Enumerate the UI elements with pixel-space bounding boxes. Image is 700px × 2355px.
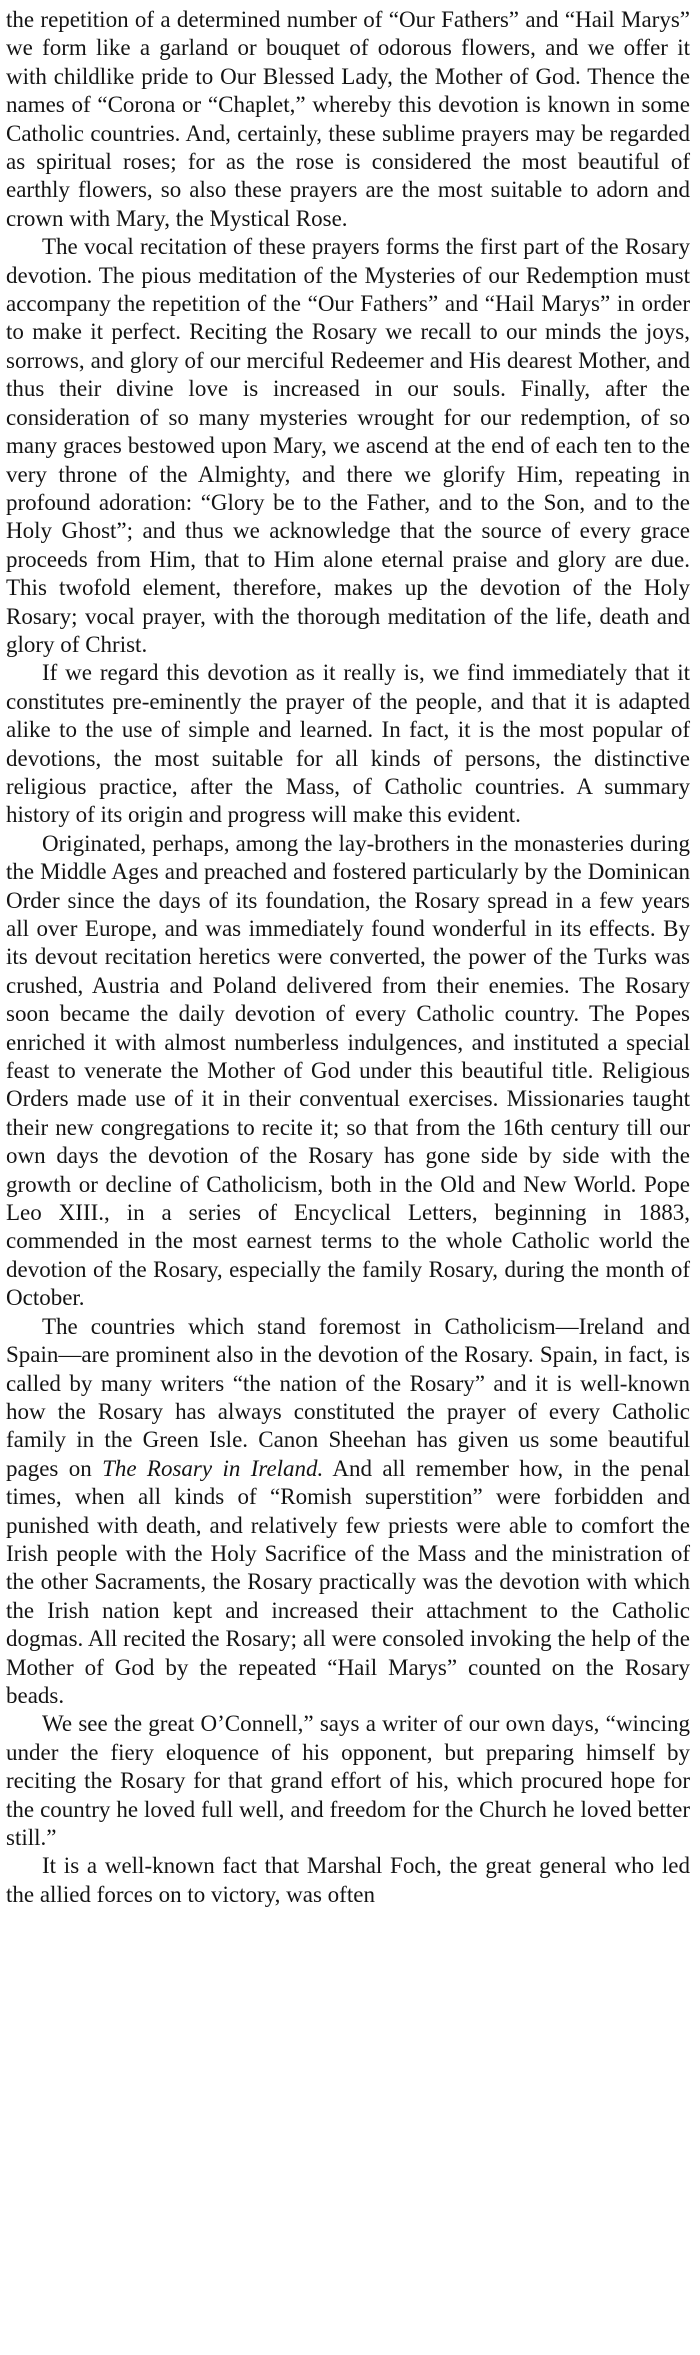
paragraph-4: Originated, perhaps, among the lay-brothers in the monasteries during the Middle Ages and preached and fostered particularly by the Dominican Order since the days of its foundation, the Rosary spread in a few years all over Europe, and was immediately found wonderful in its effects. By its devout recitation heretics were converted, the power of the Turks was crushed, Austria and Poland delivered from their enemies. The Rosary soon became the daily devotion of every Catholic country. The Popes enriched it with almost numberless indulgences, and instituted a special feast to venerate the Mother of God under this beautiful title. Religious Orders made use of it in their conventual exercises. Missionaries taught their new congregations to recite it; so that from the 16th century till our own days the devotion of the Rosary has gone side by side with the growth or decline of Catholicism, both in the Old and New World. Pope Leo XIII., in a series of Encyclical Letters, beginning in 1883, commended in the most earnest terms to the whole Catholic world the devotion of the Rosary, especially the family Rosary, during the month of October.	[6, 830, 690, 1311]
paragraph-7: It is a well-known fact that Marshal Foch, the great general who led the allied forces on to victory, was often	[6, 1853, 690, 1907]
book-title-rosary-in-ireland: The Rosary in Ireland.	[102, 1455, 324, 1481]
paragraph-5	[6, 1313, 690, 1711]
paragraph-3: If we regard this devotion as it really is, we find immediately that it constitutes pre-eminently the prayer of the people, and that it is adapted alike to the use of simple and learned. In fact, it is the most popular of devotions, the most suitable for all kinds of persons, the distinctive religious practice, after the Mass, of Catholic countries. A summary history of its origin and progress will make this evident.	[6, 660, 690, 828]
paragraph-5-text-after: And all remember how, in the penal times, when all kinds of “Romish superstition” were forbidden and punished with death, and relatively few priests were able to comfort the Irish people with the Holy Sacrifice of the Mass and the ministration of the other Sacraments, the Rosary practically was the devotion with which the Irish nation kept and increased their attachment to the Catholic dogmas. All recited the Rosary; all were consoled invoking the help of the Mother of God by the repeated “Hail Marys” counted on the Rosary beads.	[6, 1455, 690, 1708]
paragraph-2: The vocal recitation of these prayers forms the first part of the Rosary devotion. The pious meditation of the Mysteries of our Redemption must accompany the repetition of the “Our Fathers” and “Hail Marys” in order to make it perfect. Reciting the Rosary we recall to our minds the joys, sorrows, and glory of our merciful Redeemer and His dearest Mother, and thus their divine love is increased in our souls. Finally, after the consideration of so many mysteries wrought for our redemption, of so many graces bestowed upon Mary, we ascend at the end of each ten to the very throne of the Almighty, and there we glorify Him, repeating in profound adoration: “Glory be to the Father, and to the Son, and to the Holy Ghost”; and thus we acknowledge that the source of every grace proceeds from Him, that to Him alone eternal praise and glory are due. This twofold element, therefore, makes up the devotion of the Holy Rosary; vocal prayer, with the thorough meditation of the life, death and glory of Christ.	[6, 234, 690, 657]
paragraph-5-text-before: The countries which stand foremost in Catholicism—Ireland and Spain—are prominent also in the devotion of the Rosary. Spain, in fact, is called by many writers “the nation of the Rosary” and it is well-known how the Rosary has always constituted the prayer of every Catholic family in the Green Isle. Canon Sheehan has given us some beautiful pages on	[6, 1313, 690, 1481]
paragraph-6: We see the great O’Connell,” says a writer of our own days, “wincing under the fiery eloquence of his opponent, but preparing himself by reciting the Rosary for that grand effort of his, which procured hope for the country he loved full well, and freedom for the Church he loved better still.”	[6, 1711, 690, 1850]
paragraph-1: the repetition of a determined number of “Our Fathers” and “Hail Marys” we form like a garland or bouquet of odorous flowers, and we offer it with childlike pride to Our Blessed Lady, the Mother of God. Thence the names of “Corona or “Chaplet,” whereby this devotion is known in some Catholic countries. And, certainly, these sublime prayers may be regarded as spiritual roses; for as the rose is considered the most beautiful of earthly flowers, so also these prayers are the most suitable to adorn and crown with Mary, the Mystical Rose.	[6, 7, 690, 231]
